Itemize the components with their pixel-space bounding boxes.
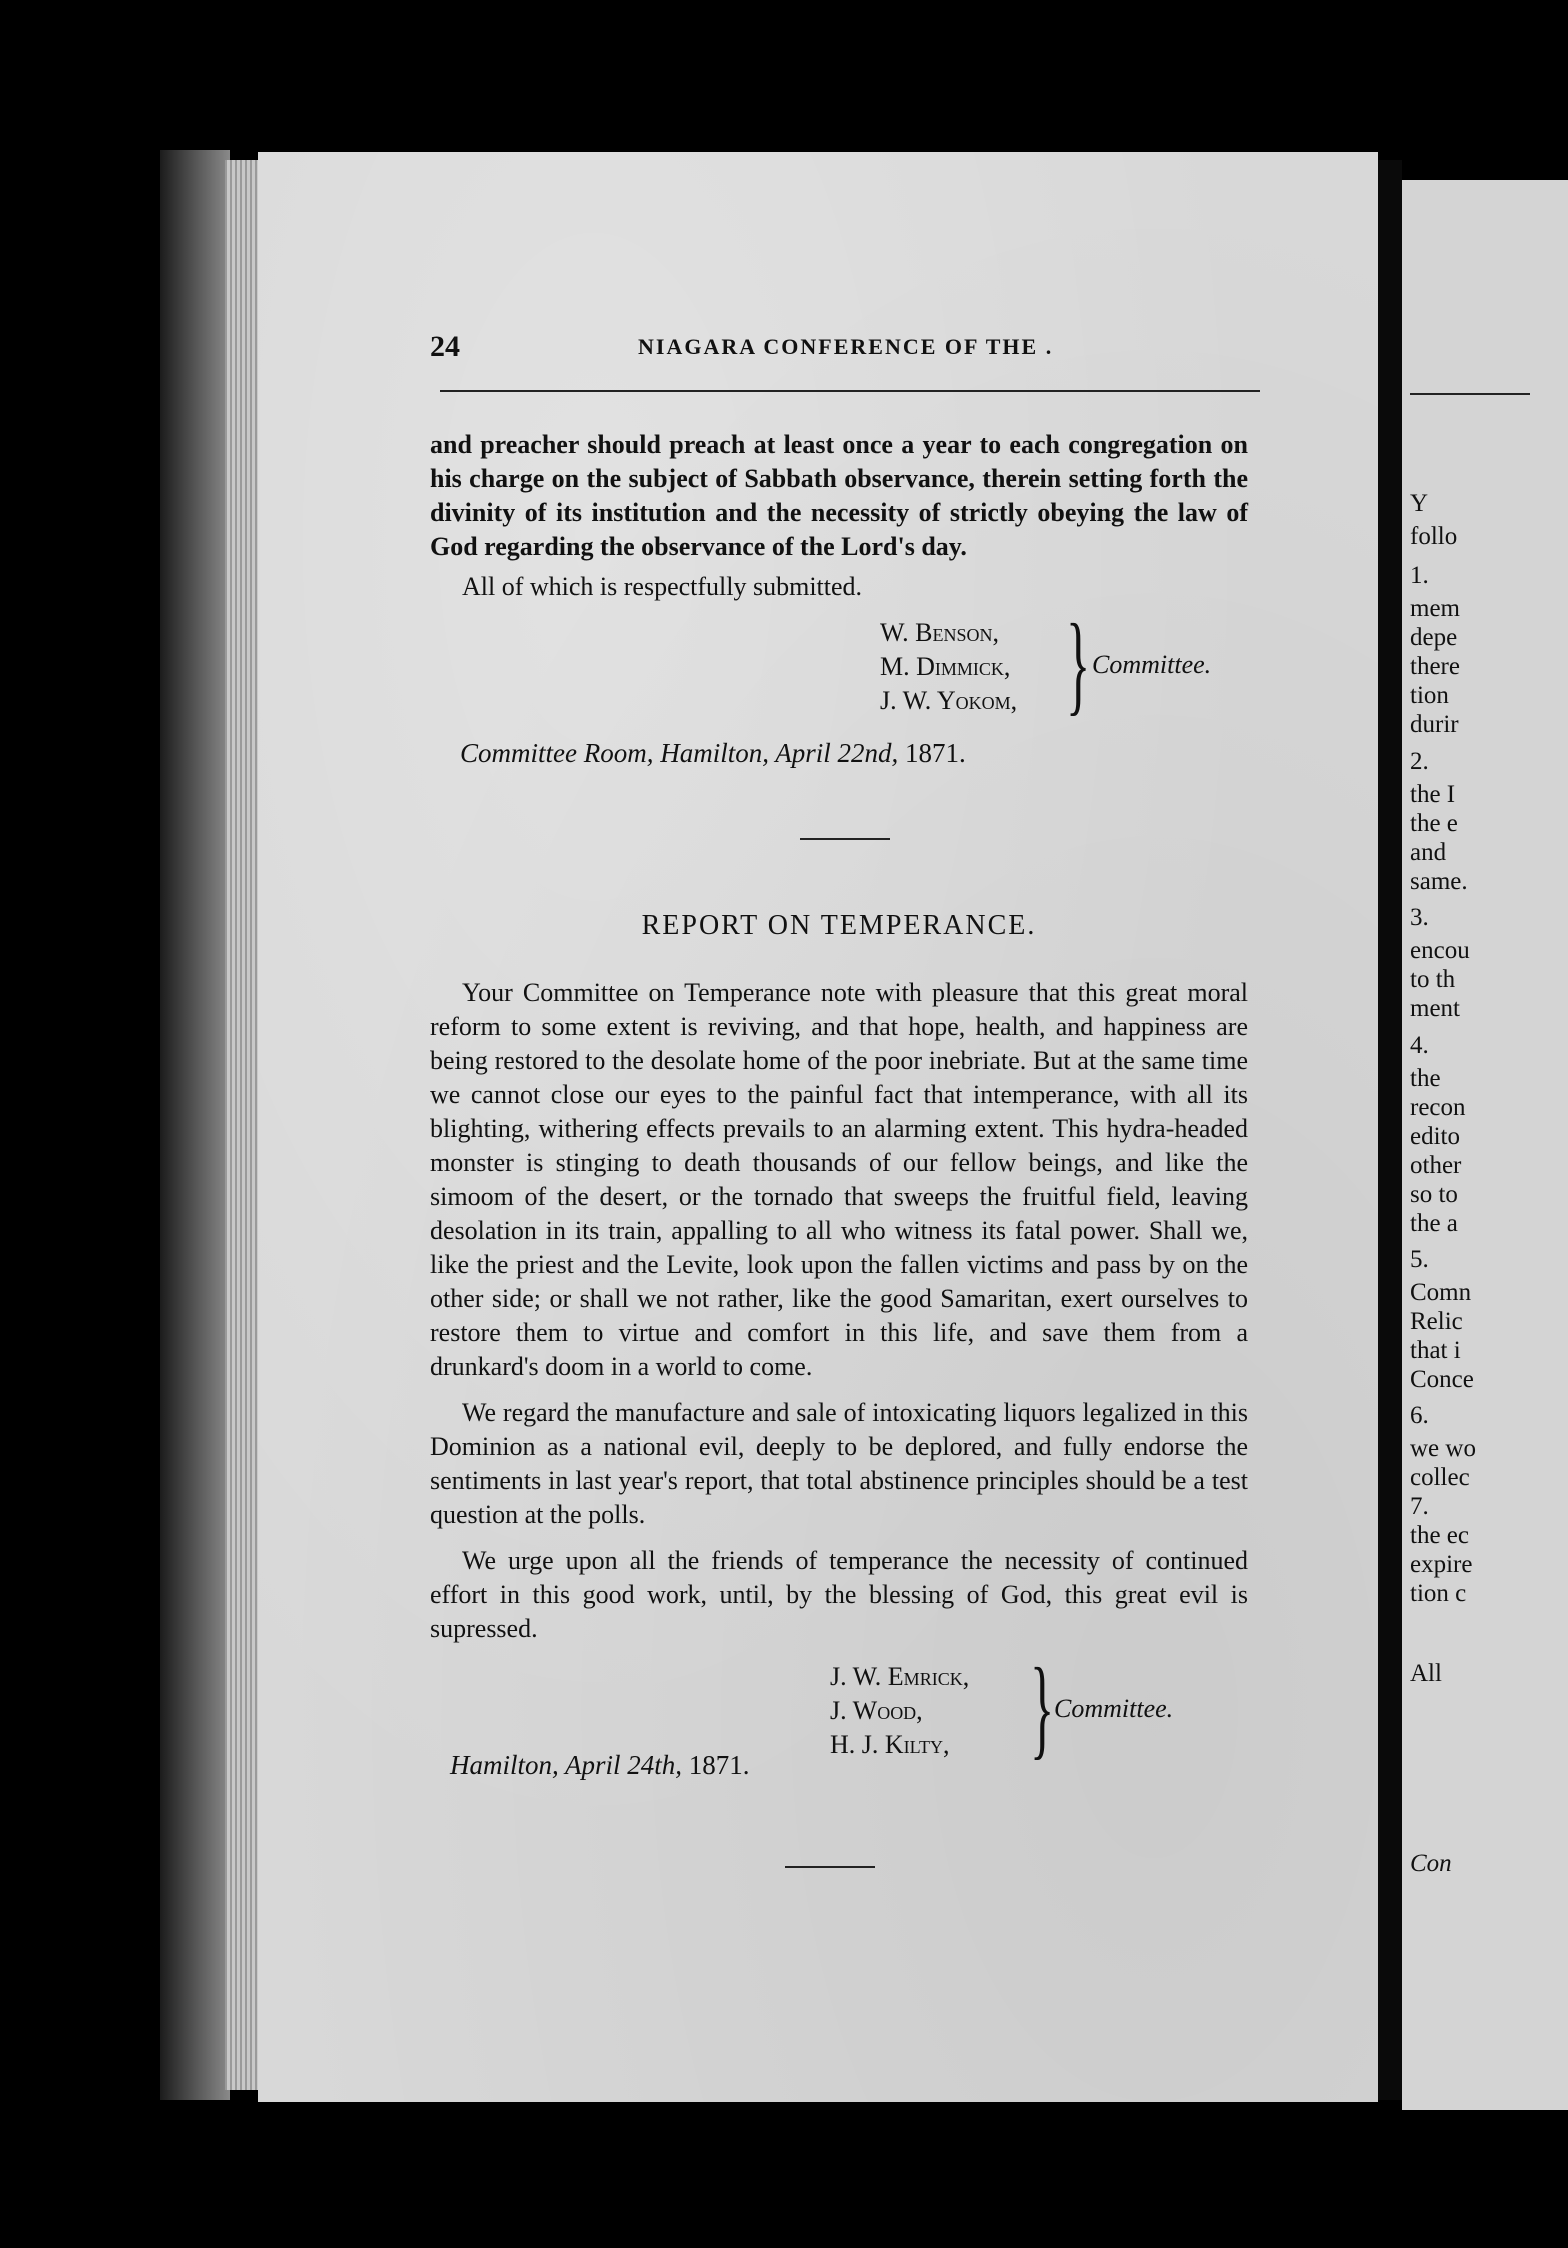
fragment-line: 7. xyxy=(1410,1493,1429,1520)
fragment-line: 2. xyxy=(1410,748,1429,775)
section-divider xyxy=(785,1866,875,1868)
fragment-line: the e xyxy=(1410,810,1458,837)
temperance-body xyxy=(430,976,1248,1646)
temperance-paragraph: Your Committee on Temperance note with pleasure that this great moral reform to some extent is reviving, and that hope, health, and happiness are being restored to the desolate home of the poor inebriate. But at the same time we cannot close our eyes to the painful fact that intemperance, with all its blighting, withering effects prevails to an alarming extent. This hydra-headed monster is stinging to death thousands of our fellow beings, and like the simoom of the desert, or the tornado that sweeps the fruitful field, leaving desolation in its train, appalling to all who witness its fatal power. Shall we, like the priest and the Levite, look upon the fallen victims and pass by on the other side; or shall we not rather, like the good Samaritan, exert ourselves to restore them to virtue and comfort in this life, and save them from a drunkard's doom in a world to come. xyxy=(430,978,1248,1381)
date-day: 22nd, xyxy=(837,738,899,768)
page-number: 24 xyxy=(430,330,460,363)
section-title: REPORT ON TEMPERANCE. xyxy=(641,910,1037,941)
fragment-line: expire xyxy=(1410,1551,1473,1578)
fragment-line: ment xyxy=(1410,995,1460,1022)
committee-label: Committee. xyxy=(1054,1694,1174,1723)
brace-glyph: } xyxy=(1030,1646,1055,1770)
fragment-line: the a xyxy=(1410,1210,1458,1237)
fragment-line: encou xyxy=(1410,937,1470,964)
fragment-line: 1. xyxy=(1410,562,1429,589)
closing-line: All of which is respectfully submitted. xyxy=(462,572,863,601)
signatory: J. W. Emrick, xyxy=(830,1662,970,1691)
fragment-line: Con xyxy=(1410,1850,1452,1877)
paragraph-text: and preacher should preach at least once a year to each congregation on his charge on the subject of Sabbath observance, therein setting forth the divinity of its institution and the necessity of strictly obeying the law of God regarding the observance of the Lord's day. xyxy=(430,430,1248,561)
signatory: J. Wood, xyxy=(830,1696,923,1725)
fragment-line: and xyxy=(1410,839,1447,866)
fragment-line: Y xyxy=(1410,490,1429,517)
fragment-line: 4. xyxy=(1410,1032,1429,1059)
date-year: 1871. xyxy=(905,738,966,768)
date-year: 1871. xyxy=(688,1750,750,1780)
fragment-line: Relic xyxy=(1410,1308,1463,1335)
fragment-line: durir xyxy=(1410,711,1459,738)
fragment-line: so to xyxy=(1410,1181,1458,1208)
fragment-line: the I xyxy=(1410,781,1456,808)
fragment-line: the xyxy=(1410,1065,1441,1092)
gutter-shadow xyxy=(1378,160,1402,2100)
fragment-line: tion xyxy=(1410,682,1449,709)
fragment-line: collec xyxy=(1410,1464,1470,1491)
signatory: M. Dimmick, xyxy=(880,652,1011,681)
committee-label: Committee. xyxy=(1092,650,1212,679)
fragment-line: 6. xyxy=(1410,1402,1429,1429)
fragment-line: Conce xyxy=(1410,1366,1474,1393)
header-rule xyxy=(440,390,1260,392)
fragment-line: that i xyxy=(1410,1337,1461,1364)
fragment-line: depe xyxy=(1410,624,1458,651)
signatory: W. Benson, xyxy=(880,618,999,647)
fragment-line: All xyxy=(1410,1660,1442,1687)
sabbath-signature-block xyxy=(880,602,1300,726)
running-head xyxy=(430,330,1190,362)
fragment-line: follo xyxy=(1410,523,1458,550)
book-spine xyxy=(160,150,230,2100)
fragment-line: the ec xyxy=(1410,1522,1469,1549)
sabbath-closing xyxy=(430,570,1248,604)
date-day: 24th, xyxy=(627,1750,683,1780)
place: Hamilton, April xyxy=(450,1750,621,1780)
signatory-list xyxy=(830,1660,969,1762)
fragment-line: we wo xyxy=(1410,1435,1476,1462)
place: Committee Room, Hamilton, April xyxy=(460,738,831,768)
signatory: J. W. Yokom, xyxy=(880,686,1018,715)
fragment-line: edito xyxy=(1410,1123,1460,1150)
brace-glyph: } xyxy=(1066,602,1091,726)
signatory-list xyxy=(880,616,1017,718)
fragment-line: Comn xyxy=(1410,1279,1472,1306)
fragment-line: same. xyxy=(1410,868,1468,895)
sabbath-place-date xyxy=(460,738,966,769)
signatory: H. J. Kilty, xyxy=(830,1730,950,1759)
page-edges xyxy=(225,160,260,2090)
sabbath-continued-paragraph xyxy=(430,428,1248,564)
fragment-line: tion c xyxy=(1410,1580,1467,1607)
fragment-line: there xyxy=(1410,653,1460,680)
fragment-line: to th xyxy=(1410,966,1456,993)
facing-page-fragment xyxy=(1402,180,1568,2110)
temperance-signature-block xyxy=(830,1646,1250,1770)
temperance-paragraph: We urge upon all the friends of temperance the necessity of continued effort in this good work, until, by the blessing of God, this great evil is supressed. xyxy=(430,1546,1248,1643)
fragment-line: 3. xyxy=(1410,904,1429,931)
section-divider xyxy=(800,838,890,840)
temperance-paragraph: We regard the manufacture and sale of intoxicating liquors legalized in this Dominion as a national evil, deeply to be deplored, and fully endorse the sentiments in last year's report, that total abstinence principles should be a test question at the polls. xyxy=(430,1398,1248,1529)
running-title: NIAGARA CONFERENCE OF THE . xyxy=(638,334,1054,359)
fragment-line: 5. xyxy=(1410,1246,1429,1273)
fragment-line: mem xyxy=(1410,595,1460,622)
temperance-place-date xyxy=(450,1750,750,1781)
header-rule xyxy=(1410,393,1530,395)
fragment-line: recon xyxy=(1410,1094,1466,1121)
fragment-line: other xyxy=(1410,1152,1462,1179)
